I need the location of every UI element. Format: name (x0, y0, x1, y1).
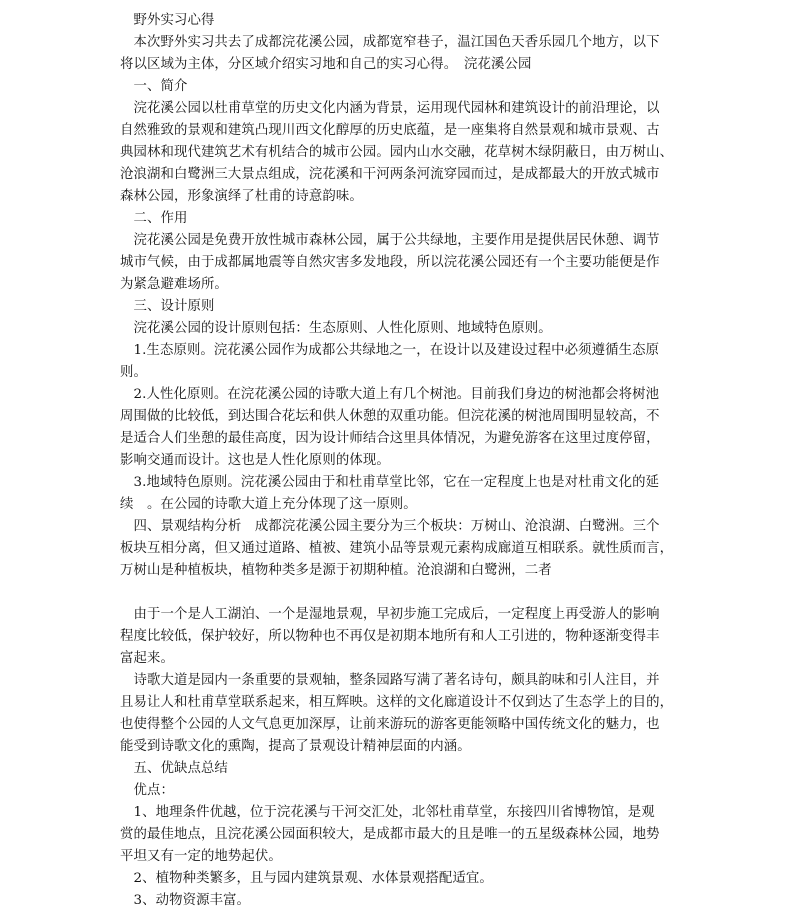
text-line: 沧浪湖和白鹭洲三大景点组成，浣花溪和干河两条河流穿园而过，是成都最大的开放式城市 (120, 167, 660, 182)
text-line: 富起来。 (120, 651, 174, 666)
text-line: 四、景观结构分析 成都浣花溪公园主要分为三个板块：万树山、沧浪湖、白鹭洲。三个 (120, 519, 660, 534)
text-line: 平坦又有一定的地势起伏。 (120, 849, 282, 864)
text-line: 也使得整个公园的人文气息更加深厚，让前来游玩的游客更能领略中国传统文化的魅力，也 (120, 717, 660, 732)
text-line: 为紧急避难场所。 (120, 277, 228, 292)
text-line: 由于一个是人工湖泊、一个是湿地景观，早初步施工完成后，一定程度上再受游人的影响 (120, 607, 660, 622)
text-line: 优点： (120, 783, 174, 798)
text-line: 影响交通而设计。这也是人性化原则的体现。 (120, 453, 390, 468)
document-body (120, 10, 682, 912)
text-line: 万树山是种植板块，植物种类多是源于初期种植。沧浪湖和白鹭洲，二者 (120, 563, 552, 578)
blank-line (120, 582, 682, 604)
text-line: 诗歌大道是园内一条重要的景观轴，整条园路写满了著名诗句，颇具韵味和引人注目，并 (120, 673, 660, 688)
text-line: 城市气候，由于成都属地震等自然灾害多发地段，所以浣花溪公园还有一个主要功能便是作 (120, 255, 660, 270)
text-line: 周围做的比较低，到达围合花坛和供人休憩的双重功能。但浣花溪的树池周围明显较高，不 (120, 409, 660, 424)
text-line: 典园林和现代建筑艺术有机结合的城市公园。园内山水交融，花草树木绿阴蔽日，由万树山、 (120, 145, 674, 160)
text-line: 2.人性化原则。在浣花溪公园的诗歌大道上有几个树池。目前我们身边的树池都会将树池 (120, 387, 660, 402)
text-line: 是适合人们坐憩的最佳高度，因为设计师结合这里具体情况，为避免游客在这里过度停留， (120, 431, 660, 446)
text-line: 浣花溪公园是免费开放性城市森林公园，属于公共绿地，主要作用是提供居民休憩、调节 (120, 233, 660, 248)
text-line: 将以区域为主体，分区域介绍实习地和自己的实习心得。 浣花溪公园 (120, 57, 532, 72)
text-line: 本次野外实习共去了成都浣花溪公园，成都宽窄巷子，温江国色天香乐园几个地方，以下 (120, 35, 660, 50)
text-line: 3、动物资源丰富。 (120, 893, 251, 908)
text-line: 浣花溪公园的设计原则包括：生态原则、人性化原则、地域特色原则。 (120, 321, 552, 336)
text-line: 赏的最佳地点，且浣花溪公园面积较大，是成都市最大的且是唯一的五星级森林公园，地势 (120, 827, 660, 842)
text-line: 一、简介 (120, 79, 188, 94)
text-line: 2、植物种类繁多，且与园内建筑景观、水体景观搭配适宜。 (120, 871, 493, 886)
text-line: 五、优缺点总结 (120, 761, 228, 776)
text-line: 板块互相分离，但又通过道路、植被、建筑小品等景观元素构成廊道互相联系。就性质而言， (120, 541, 674, 556)
text-line: 则。 (120, 365, 147, 380)
text-line: 3.地域特色原则。浣花溪公园由于和杜甫草堂比邻，它在一定程度上也是对杜甫文化的延 (120, 475, 660, 490)
text-line: 二、作用 (120, 211, 188, 226)
text-line: 1、地理条件优越，位于浣花溪与干河交汇处，北邻杜甫草堂，东接四川省博物馆，是观 (120, 805, 655, 820)
text-line: 程度比较低，保护较好，所以物种也不再仅是初期本地所有和人工引进的，物种逐渐变得丰 (120, 629, 660, 644)
text-line: 野外实习心得 (120, 13, 215, 28)
text-line: 且易让人和杜甫草堂联系起来，相互辉映。这样的文化廊道设计不仅到达了生态学上的目的， (120, 695, 674, 710)
text-line: 浣花溪公园以杜甫草堂的历史文化内涵为背景，运用现代园林和建筑设计的前沿理论，以 (120, 101, 660, 116)
text-line: 1.生态原则。浣花溪公园作为成都公共绿地之一，在设计以及建设过程中必须遵循生态原 (120, 343, 660, 358)
text-line: 续 。在公园的诗歌大道上充分体现了这一原则。 (120, 497, 417, 512)
text-line: 森林公园，形象演绎了杜甫的诗意韵味。 (120, 189, 363, 204)
text-line: 三、设计原则 (120, 299, 215, 314)
text-line: 自然雅致的景观和建筑凸现川西文化醇厚的历史底蕴，是一座集将自然景观和城市景观、古 (120, 123, 660, 138)
text-line: 能受到诗歌文化的熏陶，提高了景观设计精神层面的内涵。 (120, 739, 471, 754)
